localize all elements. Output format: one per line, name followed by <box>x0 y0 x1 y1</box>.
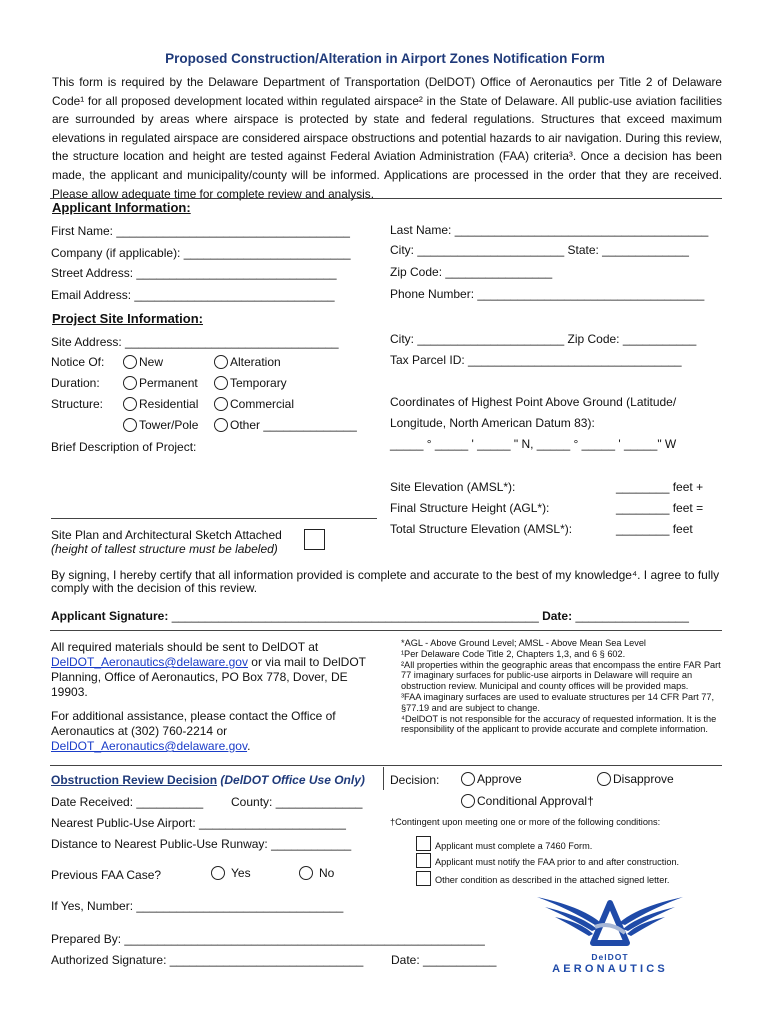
review-heading: Obstruction Review Decision (DelDOT Office Use Only) <box>51 773 365 787</box>
date-received-field[interactable]: Date Received: __________ <box>51 795 204 809</box>
assist-line3: DelDOT_Aeronautics@delaware.gov. <box>51 739 251 753</box>
signature-date-line[interactable]: _________________ <box>575 609 689 623</box>
signature-date-label: Date: <box>542 609 573 623</box>
email-field[interactable]: Email Address: ______________________________ <box>51 288 335 302</box>
duration-permanent-option[interactable]: Permanent <box>123 376 198 390</box>
footnote-abbrev: *AGL - Above Ground Level; AMSL - Above Mean Sea Level <box>401 638 646 648</box>
county-field[interactable]: County: _____________ <box>231 795 363 809</box>
certify-statement: By signing, I hereby certify that all information provided is complete and accurate to the best of my knowledge⁴. I agree to fully comply with the decision of this review. <box>51 568 720 595</box>
structure-label: Structure: <box>51 397 104 411</box>
street-address-field[interactable]: Street Address: ______________________________ <box>51 266 337 280</box>
last-name-field[interactable]: Last Name: ______________________________________ <box>390 223 709 237</box>
contact-line1: All required materials should be sent to DelDOT at <box>51 640 319 654</box>
coordinates-label-line2: Longitude, North American Datum 83): <box>390 416 595 430</box>
assist-email-link[interactable]: DelDOT_Aeronautics@delaware.gov <box>51 739 248 753</box>
duration-temporary-option[interactable]: Temporary <box>214 376 287 390</box>
duration-label: Duration: <box>51 376 100 390</box>
radio-icon[interactable] <box>211 866 225 880</box>
company-field[interactable]: Company (if applicable): _________________________ <box>51 246 351 260</box>
contact-line3: Planning, Office of Aeronautics, PO Box 778, Dover, DE <box>51 670 348 684</box>
structure-other-option[interactable]: Other ______________ <box>214 418 357 432</box>
conditional-approval-option[interactable]: Conditional Approval† <box>461 794 594 808</box>
brief-description-label: Brief Description of Project: <box>51 440 197 454</box>
condition-7460-checkbox[interactable] <box>416 836 431 851</box>
notice-new-option[interactable]: New <box>123 355 163 369</box>
divider <box>50 630 722 631</box>
radio-icon[interactable] <box>214 376 228 390</box>
site-elevation-label: Site Elevation (AMSL*): <box>390 480 516 494</box>
radio-icon[interactable] <box>597 772 611 786</box>
nearest-airport-field[interactable]: Nearest Public-Use Airport: ______________________ <box>51 816 346 830</box>
radio-icon[interactable] <box>123 355 137 369</box>
previous-faa-no-option[interactable]: No <box>299 866 334 880</box>
total-elevation-field[interactable]: ________ feet <box>616 522 693 536</box>
previous-faa-label: Previous FAA Case? <box>51 868 162 882</box>
review-divider <box>383 767 384 790</box>
brief-description-area[interactable] <box>51 455 373 517</box>
previous-faa-yes-option[interactable]: Yes <box>211 866 251 880</box>
contingent-note: †Contingent upon meeting one or more of the following conditions: <box>390 817 661 827</box>
notice-alteration-option[interactable]: Alteration <box>214 355 281 369</box>
footnote-4: ⁴DelDOT is not responsible for the accuracy of requested information. It is the responsibility of the applicant to provide accurate and complete information. <box>401 713 717 735</box>
wings-logo-icon <box>535 893 685 953</box>
contact-email-link[interactable]: DelDOT_Aeronautics@delaware.gov <box>51 655 248 669</box>
prepared-by-field[interactable]: Prepared By: ______________________________________________________ <box>51 932 485 946</box>
site-address-field[interactable]: Site Address: ________________________________ <box>51 335 339 349</box>
tax-parcel-field[interactable]: Tax Parcel ID: ________________________________ <box>390 353 682 367</box>
footnote-2: ²All properties within the geographic areas that encompass the entire FAR Part 77 imaginary surfaces for public-use airports in Delaware will require an obstruction review. Municipal and county offices will be provided maps. <box>401 659 721 692</box>
footnote-1: ¹Per Delaware Code Title 2, Chapters 1,3, and 6 § 602. <box>401 648 626 659</box>
radio-icon[interactable] <box>299 866 313 880</box>
radio-icon[interactable] <box>214 418 228 432</box>
authorized-signature-field[interactable]: Authorized Signature: _____________________________ <box>51 953 364 967</box>
notice-of-label: Notice Of: <box>51 355 105 369</box>
final-height-field[interactable]: ________ feet = <box>616 501 704 515</box>
authorized-date-field[interactable]: Date: ___________ <box>391 953 497 967</box>
condition-7460-label: Applicant must complete a 7460 Form. <box>435 841 593 851</box>
deldot-aeronautics-logo <box>535 893 685 983</box>
structure-commercial-option[interactable]: Commercial <box>214 397 294 411</box>
site-plan-label: Site Plan and Architectural Sketch Attached <box>51 528 282 542</box>
radio-icon[interactable] <box>123 397 137 411</box>
coordinates-field[interactable]: _____ ° _____ ' _____ " N, _____ ° _____ ' _____" W <box>390 437 677 451</box>
radio-icon[interactable] <box>214 355 228 369</box>
condition-other-label: Other condition as described in the attached signed letter. <box>435 875 670 885</box>
radio-icon[interactable] <box>123 418 137 432</box>
disapprove-option[interactable]: Disapprove <box>597 772 674 786</box>
final-height-label: Final Structure Height (AGL*): <box>390 501 550 515</box>
approve-option[interactable]: Approve <box>461 772 522 786</box>
zip-code-field[interactable]: Zip Code: ________________ <box>390 265 553 279</box>
contact-line4: 19903. <box>51 685 88 699</box>
applicant-signature-row[interactable] <box>51 609 689 623</box>
site-plan-checkbox[interactable] <box>304 529 325 550</box>
contact-line2: DelDOT_Aeronautics@delaware.gov or via mail to DelDOT <box>51 655 366 669</box>
signature-label: Applicant Signature: <box>51 609 169 623</box>
divider <box>50 765 722 766</box>
structure-tower-option[interactable]: Tower/Pole <box>123 418 198 432</box>
intro-paragraph: This form is required by the Delaware Department of Transportation (DelDOT) Office of Aeronautics per Title 2 of Delaware Code¹ for all proposed development located within regulated airspace² in the State of Delaware. All public-use aviation facilities are surrounded by areas where airspace is protected by state and federal regulations. Structures that exceed maximum elevations in regulated airspace are considered airspace obstructions and potential hazards to air navigation. During this review, the structure location and height are tested against Federal Aviation Administration (FAA) criteria³. Once a decision has been made, the applicant and municipality/county will be informed. Applications are processed in the order that they are received. Please allow adequate time for complete review and analysis. <box>52 75 722 201</box>
first-name-field[interactable]: First Name: ___________________________________ <box>51 224 350 238</box>
site-plan-note: (height of tallest structure must be labeled) <box>51 542 278 556</box>
site-elevation-field[interactable]: ________ feet + <box>616 480 704 494</box>
decision-label: Decision: <box>390 773 440 787</box>
runway-distance-field[interactable]: Distance to Nearest Public-Use Runway: ____________ <box>51 837 352 851</box>
total-elevation-label: Total Structure Elevation (AMSL*): <box>390 522 573 536</box>
logo-line1: DelDOT <box>591 952 629 962</box>
signature-line[interactable]: _______________________________________________________ <box>171 609 539 623</box>
footnotes-block <box>401 638 721 735</box>
divider <box>50 198 722 199</box>
form-title: Proposed Construction/Alteration in Airport Zones Notification Form <box>165 51 605 66</box>
assist-line2: Aeronautics at (302) 760-2214 or <box>51 724 228 738</box>
radio-icon[interactable] <box>461 794 475 808</box>
footnote-3: ³FAA imaginary surfaces are used to evaluate structures per 14 CFR Part 77, §77.19 and are subject to change. <box>401 691 715 713</box>
radio-icon[interactable] <box>214 397 228 411</box>
faa-case-number-field[interactable]: If Yes, Number: _______________________________ <box>51 899 344 913</box>
applicant-heading: Applicant Information: <box>52 200 191 215</box>
structure-residential-option[interactable]: Residential <box>123 397 198 411</box>
city-state-field[interactable]: City: ______________________ State: _____________ <box>390 243 689 257</box>
logo-line2: AERONAUTICS <box>552 963 668 975</box>
assist-line1: For additional assistance, please contact the Office of <box>51 709 336 723</box>
condition-other-checkbox[interactable] <box>416 871 431 886</box>
description-underline <box>51 518 377 519</box>
condition-notify-faa-label: Applicant must notify the FAA prior to and after construction. <box>435 857 680 867</box>
radio-icon[interactable] <box>461 772 475 786</box>
phone-field[interactable]: Phone Number: __________________________________ <box>390 287 705 301</box>
condition-notify-faa-checkbox[interactable] <box>416 853 431 868</box>
coordinates-label-line1: Coordinates of Highest Point Above Ground (Latitude/ <box>390 395 677 409</box>
project-heading: Project Site Information: <box>52 311 203 326</box>
radio-icon[interactable] <box>123 376 137 390</box>
site-city-zip-field[interactable]: City: ______________________ Zip Code: ___________ <box>390 332 697 346</box>
